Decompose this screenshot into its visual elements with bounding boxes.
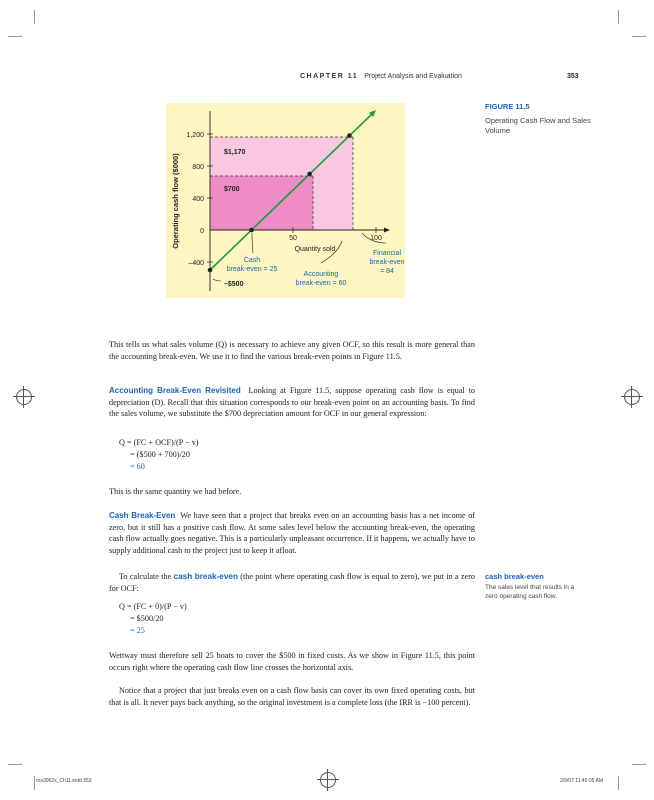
financial-break-even-label: = 84: [380, 268, 394, 275]
equation-line: = ($500 + 700)/20: [130, 450, 190, 459]
crop-mark: [632, 36, 646, 37]
cash-break-even-point: [249, 228, 254, 233]
equation-line: = $500/20: [130, 614, 164, 623]
x-tick-label: 100: [370, 235, 382, 242]
crop-mark: [34, 10, 35, 24]
accounting-break-even-label: break-even = 60: [295, 280, 347, 287]
paragraph: Wettway must therefore sell 25 boats to cover the $500 in fixed costs. As we show in Figure 11.5, this point occurs right where the operating cash flow line crosses the horizontal axis.: [109, 651, 475, 672]
equation-line: Q = (FC + 0)/(P − v): [119, 602, 187, 611]
figure-caption: Operating Cash Flow and Sales Volume: [485, 116, 591, 135]
registration-mark-icon: [320, 772, 336, 788]
margin-definition: The sales level that results in a zero operating cash flow.: [485, 584, 575, 600]
paragraph: To calculate the cash break-even (the point where operating cash flow is equal to zero), we put in a zero for OCF:: [109, 572, 476, 593]
crop-mark: [632, 764, 646, 765]
accounting-break-even-point: [307, 172, 312, 177]
equation-result: = 60: [130, 462, 145, 471]
fixed-cost-point: [208, 268, 213, 273]
page-number: 353: [567, 73, 579, 80]
break-even-chart: [166, 103, 405, 298]
crop-mark: [618, 10, 619, 24]
equation-result: = 25: [130, 626, 145, 635]
paragraph: Notice that a project that just breaks even on a cash flow basis can cover its own fixed operating costs, but that is all. It never pays back anything, so the original investment is a complete loss (the IRR is −100 percent).: [109, 686, 475, 707]
y-tick-label: –400: [188, 260, 204, 267]
cash-break-even-label: break-even = 25: [226, 266, 278, 273]
equation-line: Q = (FC + OCF)/(P − v): [119, 438, 199, 447]
financial-break-even-label: break-even: [369, 259, 405, 266]
footer-file: ros3062x_Ch11.indd 353: [36, 778, 92, 784]
section-cash-break-even: [109, 510, 475, 556]
section-heading: Accounting Break-Even Revisited: [109, 386, 241, 395]
y-tick-label: 800: [192, 164, 204, 171]
accounting-break-even-label: Accounting: [303, 271, 339, 278]
fixed-cost-label: –$500: [224, 281, 244, 288]
section-text: Looking at Figure 11.5, suppose operating cash flow is equal to depreciation (D). Recall that this situation corresponds to our break-even point on an accounting basis. To find the sales volume, we substitute the $700 depreciation amount for OCF in our general expression:: [109, 386, 475, 419]
financial-break-even-label: Financial: [372, 250, 402, 257]
section-accounting-break-even: [109, 385, 475, 420]
registration-mark-icon: [16, 389, 32, 405]
crop-mark: [34, 776, 35, 790]
y-axis-label: Operating cash flow ($000): [171, 153, 180, 249]
intro-paragraph: This tells us what sales volume (Q) is necessary to achieve any given OCF, so this result is more general than the accounting break-even. We use it to find the various break-even points in Figure 11.5.: [109, 340, 475, 361]
section-heading: Cash Break-Even: [109, 511, 176, 520]
chapter-label: CHAPTER 11: [300, 73, 359, 80]
x-tick-label: 50: [289, 235, 297, 242]
chart-panel: [166, 103, 405, 298]
x-axis-arrow-icon: [384, 228, 390, 233]
crop-mark: [618, 776, 619, 790]
paragraph: This is the same quantity we had before.: [109, 487, 242, 496]
chapter-title: Project Analysis and Evaluation: [364, 73, 462, 80]
crop-mark: [8, 36, 22, 37]
accounting-region: [210, 176, 313, 230]
crop-mark: [8, 764, 22, 765]
y-tick-label: 400: [192, 196, 204, 203]
financial-break-even-point: [347, 133, 352, 138]
key-term: cash break-even: [173, 572, 238, 581]
leader-line: [252, 233, 253, 253]
figure-label: FIGURE 11.5: [485, 102, 530, 111]
footer-date: 2/9/07 11:45:05 AM: [560, 778, 603, 784]
cash-break-even-label: Cash: [243, 257, 261, 264]
y-tick-label: 0: [200, 228, 204, 235]
section-text: We have seen that a project that breaks even on an accounting basis has a net income of zero, but it still has a positive cash flow. At some sales level below the accounting break-even, the operating cash flow actually goes negative. This is a particularly unpleasant occurrence. If it happens, we actually have to supply additional cash to the project just to keep it afloat.: [109, 511, 476, 555]
running-header: [300, 73, 462, 80]
leader-line: [213, 279, 221, 281]
margin-term: cash break-even: [485, 572, 544, 581]
ocf-700-label: $700: [224, 186, 240, 193]
registration-mark-icon: [624, 389, 640, 405]
y-tick-label: 1,200: [186, 132, 204, 139]
x-axis-label: Quantity sold: [294, 246, 336, 253]
ocf-1170-label: $1,170: [224, 149, 246, 156]
